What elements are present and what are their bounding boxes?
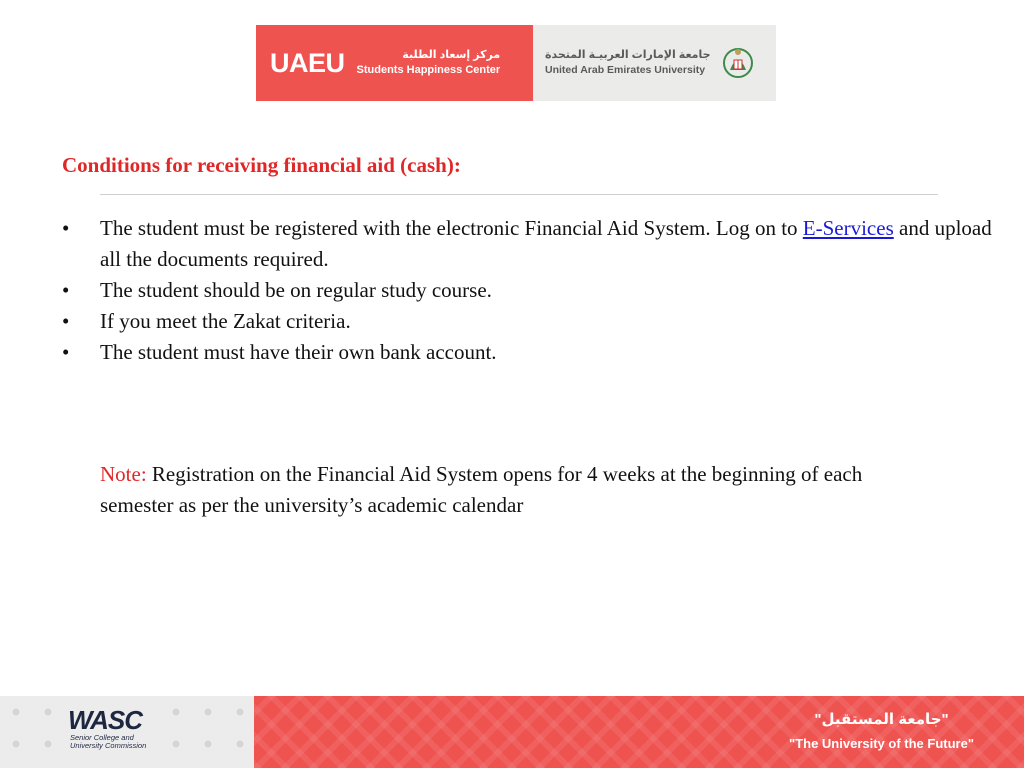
uaeu-logo: UAEU xyxy=(270,47,345,78)
conditions-list xyxy=(62,213,992,368)
university-logo xyxy=(533,25,776,101)
wasc-subtitle: Senior College and University Commission xyxy=(70,733,147,750)
bullet: • xyxy=(62,278,70,302)
condition-text: The student should be on regular study course. xyxy=(100,278,492,302)
condition-text: and upload all the documents required. xyxy=(100,216,992,271)
slogan-english: "The University of the Future" xyxy=(789,736,974,751)
registration-note xyxy=(100,459,1020,521)
university-name-arabic: جامعة الإمارات العربيـة المتحدة xyxy=(545,49,711,61)
wasc-logo: WASC xyxy=(68,705,142,735)
center-name-english: Students Happiness Center xyxy=(356,64,501,76)
bullet: • xyxy=(62,309,70,333)
condition-text: The student must have their own bank account. xyxy=(100,340,497,364)
footer-accreditation xyxy=(0,696,254,768)
bullet: • xyxy=(62,340,70,364)
slogan-arabic: "جامعة المستقبل" xyxy=(814,711,949,728)
note-label: Note: xyxy=(100,462,147,486)
university-slogan xyxy=(789,708,974,756)
list-item xyxy=(62,337,992,368)
footer xyxy=(0,696,1024,768)
header-banner xyxy=(256,25,776,101)
university-name-english: United Arab Emirates University xyxy=(545,64,706,76)
center-name xyxy=(357,48,501,78)
bullet: • xyxy=(62,216,70,240)
list-item xyxy=(62,213,992,275)
uaeu-emblem-icon xyxy=(721,44,755,82)
list-item xyxy=(62,275,992,306)
heading-divider xyxy=(100,194,938,195)
note-line-2: semester as per the university’s academic calendar xyxy=(100,493,524,517)
footer-slogan-bar xyxy=(254,696,1024,768)
university-name xyxy=(545,48,711,78)
center-name-arabic: مركز إسعاد الطلبة xyxy=(402,49,501,61)
note-text: Registration on the Financial Aid System opens for 4 weeks at the beginning of each xyxy=(146,462,863,486)
list-item xyxy=(62,306,992,337)
condition-text: The student must be registered with the electronic Financial Aid System. Log on to xyxy=(100,216,803,240)
note-line-1 xyxy=(100,459,1020,490)
students-happiness-center-logo xyxy=(256,25,533,101)
page-title: Conditions for receiving financial aid (cash): xyxy=(62,153,461,177)
condition-text: If you meet the Zakat criteria. xyxy=(100,309,351,333)
e-services-link[interactable]: E-Services xyxy=(802,216,894,240)
wasc-logo-block xyxy=(62,705,172,756)
